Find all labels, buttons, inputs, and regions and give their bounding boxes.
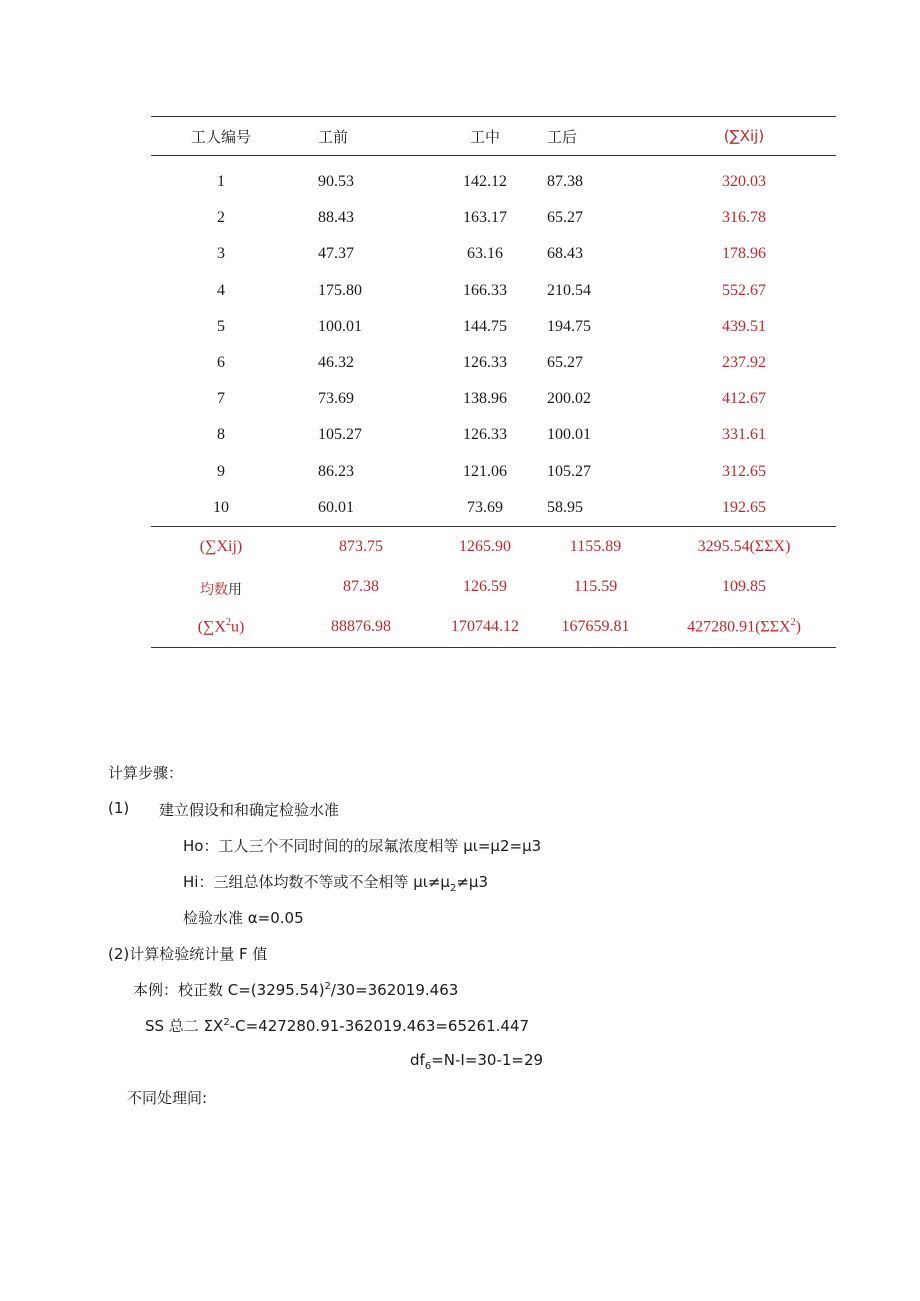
ss-sup: 2	[223, 1017, 230, 1028]
cell-post: 87.38	[547, 173, 583, 191]
cell-mid: 121.06	[463, 462, 507, 480]
summary-sum-mid: 1265.90	[459, 537, 511, 555]
table-row	[151, 345, 836, 381]
cell-post: 100.01	[547, 426, 591, 444]
cell-pre: 86.23	[318, 462, 354, 480]
summary-row-sumsq	[151, 607, 836, 648]
sumsq-label-post: u)	[230, 618, 245, 636]
summary-row-sum	[151, 526, 836, 567]
header-row-sum: (∑Xij)	[723, 127, 765, 145]
cell-post: 58.95	[547, 498, 583, 516]
summary-mean-label-cell	[151, 567, 291, 607]
cell-row-sum: 439.51	[722, 317, 766, 335]
summary-sumsq-total	[652, 607, 836, 648]
h1-part-b: ≠μ3	[456, 873, 488, 891]
cell-row-sum: 320.03	[722, 173, 766, 191]
summary-mean-mid: 126.59	[463, 577, 507, 595]
cell-pre: 60.01	[318, 498, 354, 516]
cell-mid: 126.33	[463, 354, 507, 372]
cell-mid: 126.33	[463, 426, 507, 444]
ss-part-a: SS 总二 ΣX	[145, 1017, 224, 1035]
sumsq-label-sup: 2	[225, 617, 231, 629]
sumsq-total-sup: 2	[790, 617, 796, 629]
step1-title: 建立假设和和确定检验水准	[159, 801, 340, 819]
c-part-b: /30=362019.463	[330, 981, 459, 999]
summary-sumsq-label	[151, 607, 291, 648]
summary-mean-total: 109.85	[722, 577, 766, 595]
cell-post: 105.27	[547, 462, 591, 480]
summary-sumsq-mid: 170744.12	[451, 617, 519, 635]
table-row	[151, 200, 836, 236]
sumsq-total-pre: 427280.91(ΣΣX	[687, 618, 791, 636]
summary-sumsq-post: 167659.81	[561, 617, 630, 635]
mean-label-text: 均数	[200, 581, 228, 598]
summary-row-mean	[151, 567, 836, 607]
correction-c	[133, 979, 458, 1000]
cell-row-sum: 316.78	[722, 209, 766, 227]
cell-mid: 166.33	[463, 281, 507, 299]
cell-pre: 47.37	[318, 245, 354, 263]
cell-mid: 138.96	[463, 390, 507, 408]
step1-number: (1)	[108, 799, 130, 817]
cell-worker-id: 4	[217, 281, 225, 299]
cell-worker-id: 3	[217, 245, 225, 263]
cell-post: 194.75	[547, 317, 591, 335]
h1-sub: 2	[449, 883, 457, 894]
cell-worker-id: 7	[217, 390, 225, 408]
c-part-a: 本例：校正数 C=(3295.54)	[133, 981, 325, 999]
cell-row-sum: 331.61	[722, 426, 766, 444]
df-sub: 6	[424, 1061, 432, 1072]
summary-sum-post: 1155.89	[569, 537, 622, 555]
table-row	[151, 309, 836, 345]
header-pre-work: 工前	[318, 127, 349, 146]
sumsq-label-pre: (∑X	[197, 618, 226, 636]
summary-mean-post: 115.59	[573, 577, 618, 595]
summary-sum-label: (∑Xij)	[199, 537, 243, 555]
cell-worker-id: 1	[217, 173, 225, 191]
cell-pre: 175.80	[318, 281, 362, 299]
header-mid-work: 工中	[469, 127, 500, 146]
cell-row-sum: 412.67	[722, 390, 766, 408]
table-row	[151, 490, 836, 527]
summary-mean-pre: 87.38	[343, 577, 379, 595]
cell-pre: 90.53	[318, 173, 354, 191]
df-part-a: df	[410, 1051, 425, 1069]
alpha-level: 检验水准 α=0.05	[183, 909, 304, 927]
hypothesis-h1	[183, 871, 488, 894]
cell-post: 200.02	[547, 390, 591, 408]
summary-sum-pre: 873.75	[339, 537, 383, 555]
cell-post: 65.27	[547, 354, 583, 372]
df-part-b: =N-I=30-1=29	[431, 1051, 544, 1069]
cell-post: 210.54	[547, 281, 591, 299]
cell-worker-id: 5	[217, 317, 225, 335]
cell-mid: 142.12	[463, 173, 507, 191]
ss-total	[145, 1015, 529, 1036]
cell-mid: 63.16	[467, 245, 503, 263]
cell-worker-id: 9	[217, 462, 225, 480]
ss-part-b: -C=427280.91-362019.463=65261.447	[229, 1017, 530, 1035]
h1-part-a: Hi：三组总体均数不等或不全相等 μι≠μ	[183, 873, 450, 891]
cell-pre: 100.01	[318, 317, 362, 335]
cell-mid: 73.69	[467, 498, 503, 516]
table-row	[151, 236, 836, 272]
table-row	[151, 381, 836, 417]
header-worker-id: 工人编号	[190, 127, 251, 146]
data-table-container	[151, 116, 801, 648]
mean-label-suffix: 用	[228, 581, 242, 598]
cell-row-sum: 552.67	[722, 281, 766, 299]
cell-post: 65.27	[547, 209, 583, 227]
cell-row-sum: 178.96	[722, 245, 766, 263]
header-post-work: 工后	[547, 127, 578, 146]
cell-pre: 73.69	[318, 390, 354, 408]
cell-post: 68.43	[547, 245, 583, 263]
step2-title: (2)计算检验统计量 F 值	[108, 945, 268, 963]
between-groups-label: 不同处理间:	[127, 1089, 208, 1107]
urine-fluoride-table	[151, 116, 836, 648]
steps-heading: 计算步骤：	[108, 764, 184, 782]
cell-mid: 144.75	[463, 317, 507, 335]
table-header-row	[151, 117, 836, 156]
cell-pre: 88.43	[318, 209, 354, 227]
summary-sumsq-pre: 88876.98	[331, 617, 391, 635]
cell-row-sum: 237.92	[722, 354, 766, 372]
table-summary	[151, 526, 836, 647]
sumsq-total-post: )	[795, 618, 801, 636]
cell-worker-id: 2	[217, 209, 225, 227]
c-sup: 2	[324, 981, 331, 992]
cell-worker-id: 10	[213, 498, 229, 516]
hypothesis-h0: Ho：工人三个不同时间的的尿氟浓度相等 μι=μ2=μ3	[183, 837, 542, 855]
table-row	[151, 454, 836, 490]
table-row	[151, 273, 836, 309]
summary-sum-total: 3295.54(ΣΣX)	[697, 537, 791, 555]
cell-row-sum: 312.65	[722, 462, 766, 480]
cell-worker-id: 8	[217, 426, 225, 444]
cell-pre: 105.27	[318, 426, 362, 444]
df-total	[410, 1051, 543, 1072]
cell-pre: 46.32	[318, 354, 354, 372]
cell-worker-id: 6	[217, 354, 225, 372]
table-body	[151, 156, 836, 527]
summary-mean-label	[200, 582, 242, 598]
cell-row-sum: 192.65	[722, 498, 766, 516]
table-row	[151, 417, 836, 453]
cell-mid: 163.17	[463, 209, 507, 227]
table-row	[151, 156, 836, 201]
